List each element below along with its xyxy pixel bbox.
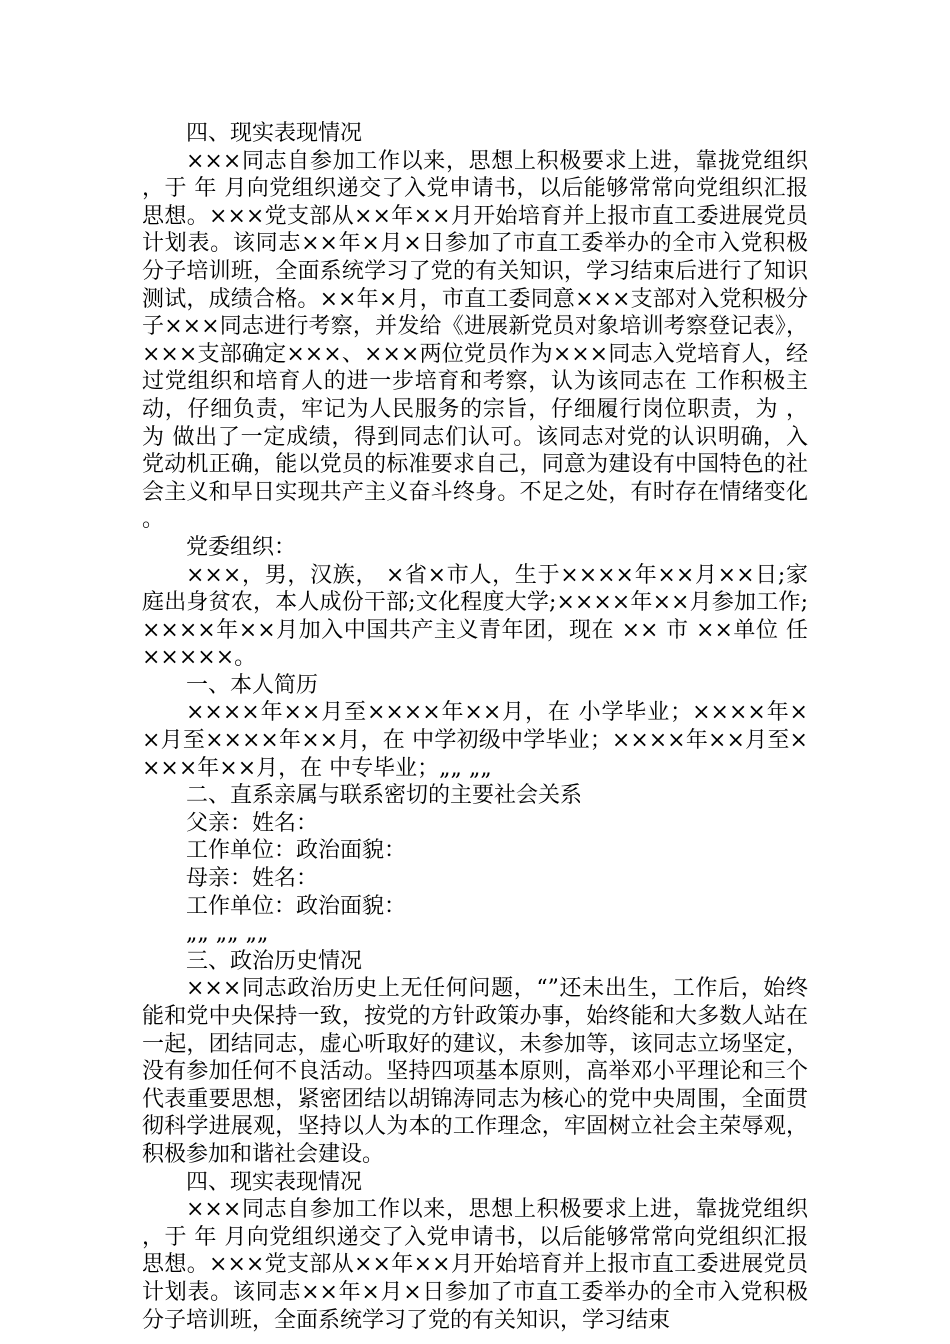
section-heading-political-history: 三、政治历史情况 xyxy=(186,948,363,974)
ellipsis-line: „„ „„ „„ xyxy=(186,921,269,947)
section-heading-real-performance: 四、现实表现情况 xyxy=(186,121,363,146)
paragraph-political-history: ×××同志政治历史上无任何问题，“”还未出生，工作后，始终能和党中央保持一致，按党的方针政策办事，始终能和大多数人站在一起，团结同志，虚心听取好的建议，未参加等，该同志立场坚定，没有参加任何不良活动。坚持四项基本原则，高举邓小平理论和三个代表重要思想，紧密团结以胡锦涛同志为核心的党中央周围，全面贯彻科学进展观，坚持以人为本的工作理念，牢固树立社会主荣辱观，积极参加和谐社会建设。 xyxy=(142,976,808,1167)
father-work-line: 工作单位：政治面貌： xyxy=(186,838,407,864)
section-heading-relatives: 二、直系亲属与联系密切的主要社会关系 xyxy=(186,783,583,809)
father-name-line: 父亲：姓名： xyxy=(186,810,319,836)
document-body xyxy=(142,120,808,1334)
mother-name-line: 母亲：姓名： xyxy=(186,866,319,892)
paragraph-personal-info: ×××，男，汉族， ×省×市人，生于××××年××月××日;家庭出身贫农，本人成份干部;文化程度大学;××××年××月参加工作;××××年××月加入中国共产主义青年团，现在 ×× 市 ××单位 任×××××。 xyxy=(142,562,808,671)
section-heading-real-performance-repeat: 四、现实表现情况 xyxy=(186,1169,363,1195)
section-heading-resume: 一、本人简历 xyxy=(186,672,319,698)
paragraph-real-performance-repeat: ×××同志自参加工作以来，思想上积极要求上进，靠拢党组织，于 年 月向党组织递交了入党申请书，以后能够常常向党组织汇报思想。×××党支部从××年××月开始培育并上报市直工委进展党员计划表。该同志××年×月×日参加了市直工委举办的全市入党积极分子培训班，全面系统学习了党的有关知识，学习结束 xyxy=(142,1197,808,1333)
paragraph-resume: ××××年××月至××××年××月，在 小学毕业；××××年××月至××××年××月，在 中学初级中学毕业；××××年××月至××××年××月，在 中专毕业；„„ „„ xyxy=(142,700,808,781)
party-committee-label: 党委组织： xyxy=(186,534,297,560)
paragraph-real-performance: ×××同志自参加工作以来，思想上积极要求上进，靠拢党组织，于 年 月向党组织递交了入党申请书，以后能够常常向党组织汇报思想。×××党支部从××年××月开始培育并上报市直工委进展党员计划表。该同志××年×月×日参加了市直工委举办的全市入党积极分子培训班，全面系统学习了党的有关知识，学习结束后进行了知识测试，成绩合格。××年×月，市直工委同意×××支部对入党积极分子×××同志进行考察，并发给《进展新党员对象培训考察登记表》，×××支部确定×××、×××两位党员作为×××同志入党培育人，经过党组织和培育人的进一步培育和考察，认为该同志在 工作积极主动，仔细负责，牢记为人民服务的宗旨，仔细履行岗位职责，为 ，为 做出了一定成绩，得到同志们认可。该同志对党的认识明确，入党动机正确，能以党员的标准要求自己，同意为建设有中国特色的社会主义和早日实现共产主义奋斗终身。不足之处，有时存在情绪变化。 xyxy=(142,148,808,533)
mother-work-line: 工作单位：政治面貌： xyxy=(186,893,407,919)
